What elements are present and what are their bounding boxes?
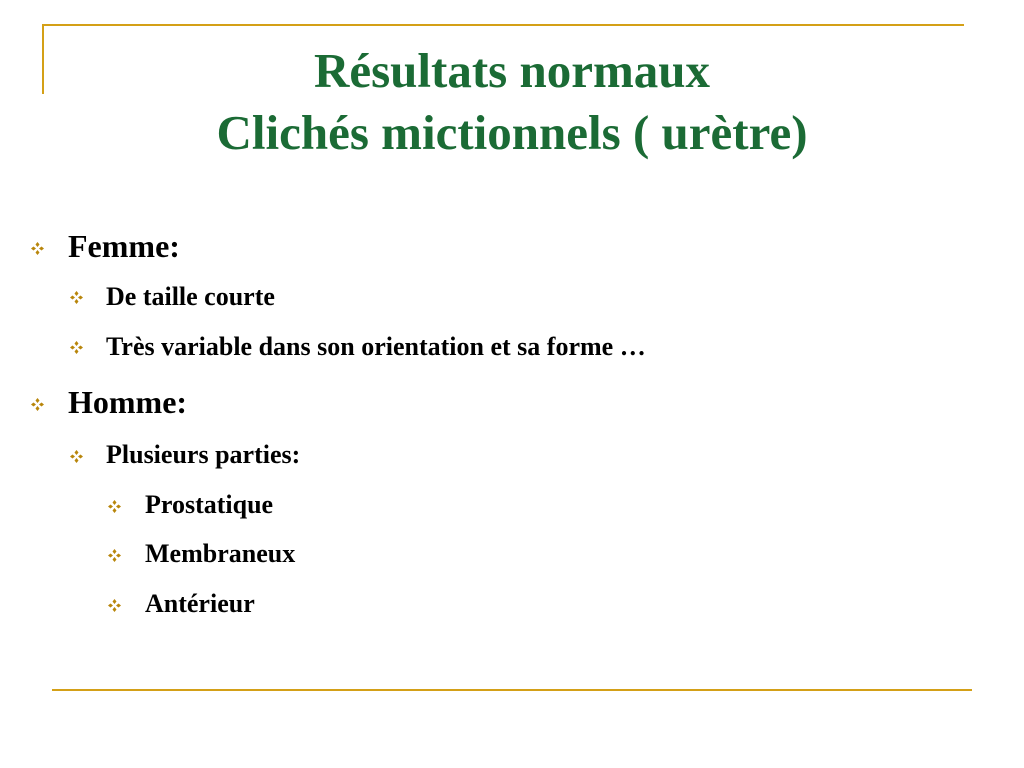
bottom-rule (52, 689, 972, 691)
frame-top-rule (42, 24, 964, 26)
four-diamond-icon (70, 341, 83, 354)
four-diamond-icon (70, 450, 83, 463)
bullet-item-plusieurs-parties: Plusieurs parties: (106, 440, 301, 469)
four-diamond-icon (31, 242, 44, 255)
four-diamond-icon (108, 599, 121, 612)
bullet-item-membraneux: Membraneux (145, 539, 296, 568)
bullet-item-tres-variable: Très variable dans son orientation et sa forme … (106, 332, 646, 361)
four-diamond-icon (108, 549, 121, 562)
bullet-item-anterieur: Antérieur (145, 589, 255, 618)
slide-title-line-2: Clichés mictionnels ( urètre) (216, 105, 808, 160)
four-diamond-icon (108, 500, 121, 513)
bullet-item-taille-courte: De taille courte (106, 282, 275, 311)
slide-title-line-1: Résultats normaux (313, 43, 711, 98)
bullet-item-prostatique: Prostatique (145, 490, 274, 519)
bullet-item-femme: Femme: (68, 228, 180, 264)
bullet-item-homme: Homme: (68, 384, 188, 420)
four-diamond-icon (70, 291, 83, 304)
slide-title (0, 40, 1024, 164)
four-diamond-icon (31, 398, 44, 411)
